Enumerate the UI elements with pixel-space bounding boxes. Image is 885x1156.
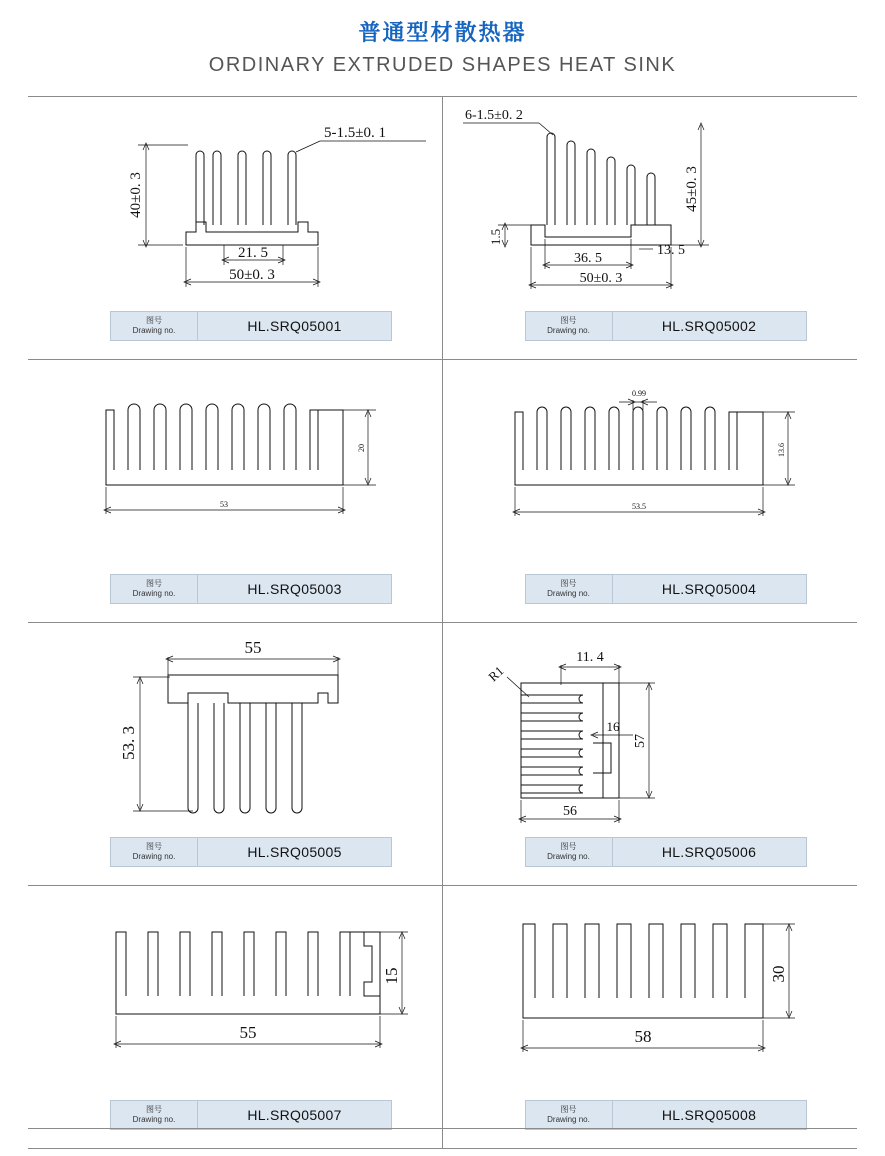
dim-fin-05001: 5-1.5±0. 1 bbox=[324, 125, 386, 141]
drawing-no-en: Drawing no. bbox=[132, 589, 176, 598]
drawing-no-cn: 图号 bbox=[146, 1105, 162, 1114]
drawing-cell-05004 bbox=[443, 360, 858, 622]
drawing-code-value: HL.SRQ05005 bbox=[198, 838, 391, 866]
drawing-row bbox=[28, 359, 857, 622]
dim-radius-05006: R1 bbox=[484, 663, 507, 685]
drawing-no-head bbox=[526, 1101, 613, 1129]
drawing-cell-05003 bbox=[28, 360, 443, 622]
dim-width-05006: 56 bbox=[562, 804, 577, 819]
dim-base-05002: 1.5 bbox=[487, 228, 503, 246]
drawing-05007 bbox=[28, 886, 442, 1086]
drawings-grid bbox=[28, 96, 857, 1149]
dim-height-05001: 40±0. 3 bbox=[128, 172, 144, 218]
drawing-no-en: Drawing no. bbox=[547, 326, 590, 335]
label-bar-05006 bbox=[525, 837, 807, 867]
drawing-05005 bbox=[28, 623, 442, 823]
dim-width-05007: 55 bbox=[239, 1023, 257, 1042]
drawing-no-en: Drawing no. bbox=[547, 852, 590, 861]
drawing-05006 bbox=[443, 623, 858, 823]
drawing-no-cn: 图号 bbox=[560, 579, 577, 588]
drawing-cell-05006 bbox=[443, 623, 858, 885]
drawing-no-head bbox=[111, 575, 198, 603]
drawing-code-value: HL.SRQ05001 bbox=[198, 312, 391, 340]
dim-width-05004: 53.5 bbox=[631, 502, 646, 511]
title-english: ORDINARY EXTRUDED SHAPES HEAT SINK bbox=[208, 53, 677, 76]
dim-width-05001: 50±0. 3 bbox=[229, 267, 275, 283]
drawing-05004 bbox=[443, 360, 858, 560]
drawing-code-value: HL.SRQ05002 bbox=[613, 312, 806, 340]
dim-height-05006: 57 bbox=[632, 734, 648, 748]
dim-height-05008: 30 bbox=[768, 965, 788, 983]
dim-height-05003: 20 bbox=[357, 444, 366, 452]
drawing-no-en: Drawing no. bbox=[132, 852, 176, 861]
label-bar-05003 bbox=[110, 574, 392, 604]
drawing-no-head bbox=[111, 312, 198, 340]
dim-inner-05002: 36. 5 bbox=[573, 251, 602, 266]
drawing-05003 bbox=[28, 360, 442, 560]
drawing-no-cn: 图号 bbox=[560, 1105, 577, 1114]
drawing-no-head bbox=[111, 838, 198, 866]
drawing-no-head bbox=[526, 312, 613, 340]
dim-height-05005: 53. 3 bbox=[119, 726, 138, 760]
dim-height-05002: 45±0. 3 bbox=[683, 166, 700, 212]
dim-fin-05004: 0.99 bbox=[631, 389, 646, 398]
dim-width-05002: 50±0. 3 bbox=[579, 271, 622, 286]
label-bar-05005 bbox=[110, 837, 392, 867]
dim-top-05006: 11. 4 bbox=[575, 650, 604, 665]
dim-width-05008: 58 bbox=[634, 1027, 651, 1046]
drawing-no-cn: 图号 bbox=[560, 316, 577, 325]
drawing-row bbox=[28, 885, 857, 1149]
drawing-cell-05001 bbox=[28, 97, 443, 359]
drawing-no-cn: 图号 bbox=[146, 842, 162, 851]
label-bar-05007 bbox=[110, 1100, 392, 1130]
drawing-no-head bbox=[526, 575, 613, 603]
dim-inner-05006: 16 bbox=[606, 719, 619, 734]
drawing-05001 bbox=[28, 97, 442, 297]
dim-height-05007: 15 bbox=[382, 967, 401, 985]
drawing-row bbox=[28, 96, 857, 359]
drawing-no-cn: 图号 bbox=[146, 579, 162, 588]
drawing-code-value: HL.SRQ05003 bbox=[198, 575, 391, 603]
drawing-no-en: Drawing no. bbox=[547, 1115, 590, 1124]
page-header bbox=[0, 0, 885, 77]
drawing-cell-05002 bbox=[443, 97, 858, 359]
drawing-no-head bbox=[111, 1101, 198, 1129]
drawing-cell-05005 bbox=[28, 623, 443, 885]
label-bar-05004 bbox=[525, 574, 807, 604]
label-bar-05002 bbox=[525, 311, 807, 341]
drawing-no-cn: 图号 bbox=[146, 316, 162, 325]
drawing-code-value: HL.SRQ05004 bbox=[613, 575, 806, 603]
drawing-code-value: HL.SRQ05008 bbox=[613, 1101, 806, 1129]
dim-fin-05002: 6-1.5±0. 2 bbox=[464, 108, 523, 123]
drawing-no-head bbox=[526, 838, 613, 866]
dim-height-05004: 13.6 bbox=[776, 443, 786, 457]
drawing-no-en: Drawing no. bbox=[547, 589, 590, 598]
drawing-05008 bbox=[443, 886, 858, 1086]
title-chinese: 普通型材散热器 bbox=[358, 21, 527, 46]
drawing-row bbox=[28, 622, 857, 885]
label-bar-05008 bbox=[525, 1100, 807, 1130]
drawing-no-cn: 图号 bbox=[560, 842, 577, 851]
dim-width-05003: 53 bbox=[220, 500, 228, 509]
drawing-cell-05008 bbox=[443, 886, 858, 1148]
drawing-code-value: HL.SRQ05006 bbox=[613, 838, 806, 866]
drawing-cell-05007 bbox=[28, 886, 443, 1148]
drawing-no-en: Drawing no. bbox=[132, 326, 176, 335]
dim-right-05002: 13. 5 bbox=[656, 243, 685, 258]
label-bar-05001 bbox=[110, 311, 392, 341]
dim-width-05005: 55 bbox=[244, 638, 262, 657]
dim-inner-05001: 21. 5 bbox=[238, 245, 268, 261]
drawing-05002 bbox=[443, 97, 858, 297]
drawing-no-en: Drawing no. bbox=[132, 1115, 176, 1124]
drawing-code-value: HL.SRQ05007 bbox=[198, 1101, 391, 1129]
footer-divider bbox=[28, 1128, 857, 1129]
